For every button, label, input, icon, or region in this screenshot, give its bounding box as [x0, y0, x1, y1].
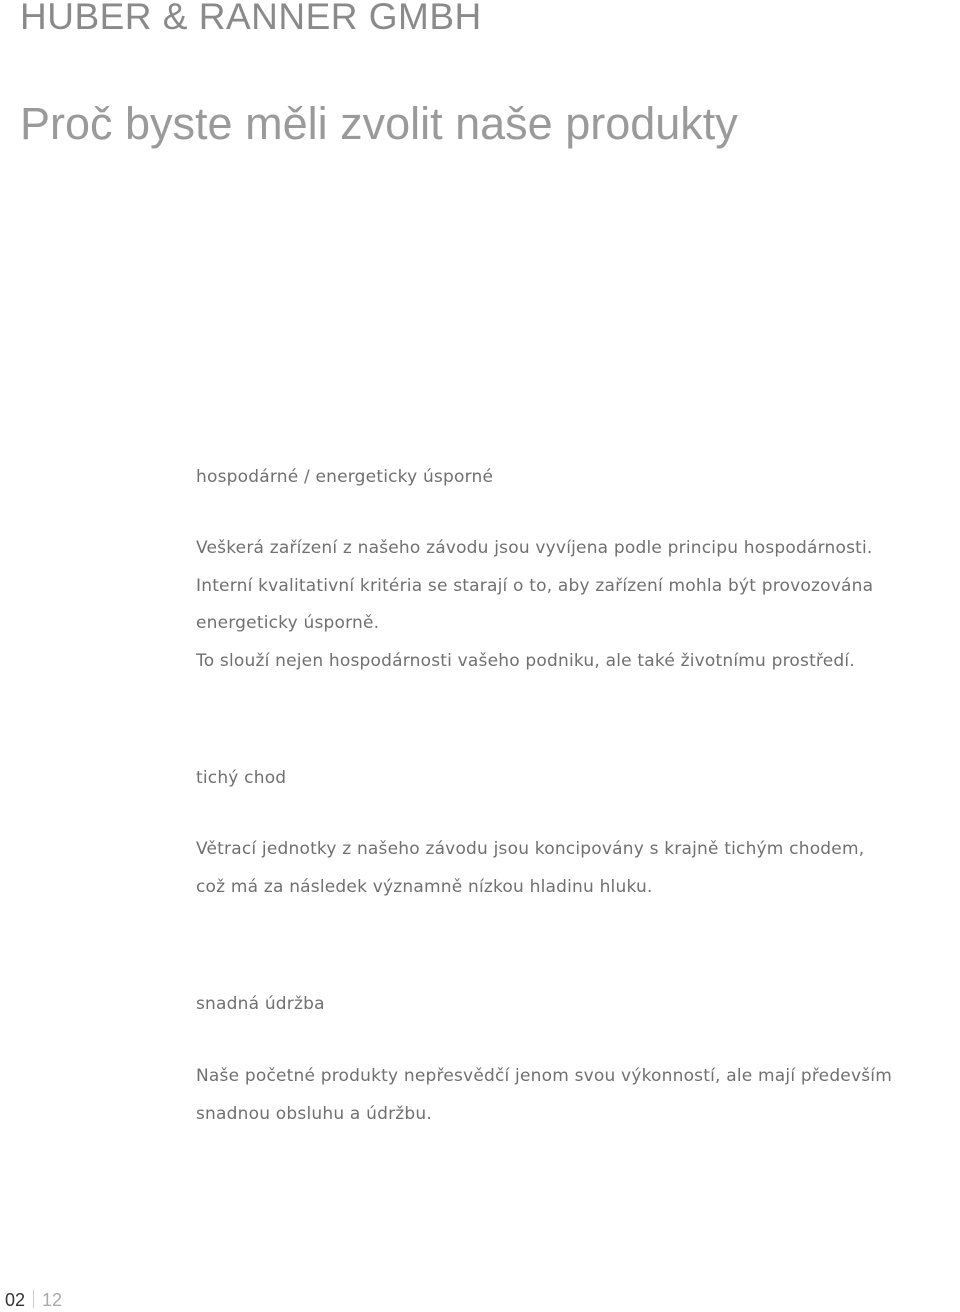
body-line: energeticky úsporně. — [196, 613, 380, 633]
total-pages: 12 — [42, 1290, 63, 1310]
body-line: Veškerá zařízení z našeho závodu jsou vyvíjena podle principu hospodárnosti. — [196, 538, 873, 558]
company-name: HUBER & RANNER GMBH — [20, 0, 482, 37]
section-heading: tichý chod — [196, 768, 287, 788]
page-separator — [33, 1290, 34, 1308]
section-heading: hospodárné / energeticky úsporné — [196, 467, 494, 487]
body-line: To slouží nejen hospodárnosti vašeho podniku, ale také životnímu prostředí. — [196, 650, 855, 671]
body-line: Interní kvalitativní kritéria se starají o to, aby zařízení mohla být provozována — [196, 575, 874, 596]
section-heading: snadná údržba — [196, 994, 325, 1014]
section-body — [196, 530, 960, 680]
section-easy-maintenance — [196, 994, 960, 1133]
section-economical — [196, 467, 960, 680]
body-line: Naše početné produkty nepřesvědčí jenom svou výkonností, ale mají především — [196, 1066, 892, 1086]
section-body — [196, 1058, 960, 1133]
body-line: což má za následek významně nízkou hladinu hluku. — [196, 876, 653, 897]
page-title: Proč byste měli zvolit naše produkty — [20, 98, 738, 149]
current-page: 02 — [5, 1290, 26, 1310]
section-body — [196, 831, 960, 906]
body-line: snadnou obsluhu a údržbu. — [196, 1103, 432, 1124]
body-line: Větrací jednotky z našeho závodu jsou koncipovány s krajně tichým chodem, — [196, 839, 865, 859]
page-indicator — [5, 1290, 62, 1311]
section-quiet-operation — [196, 768, 960, 906]
